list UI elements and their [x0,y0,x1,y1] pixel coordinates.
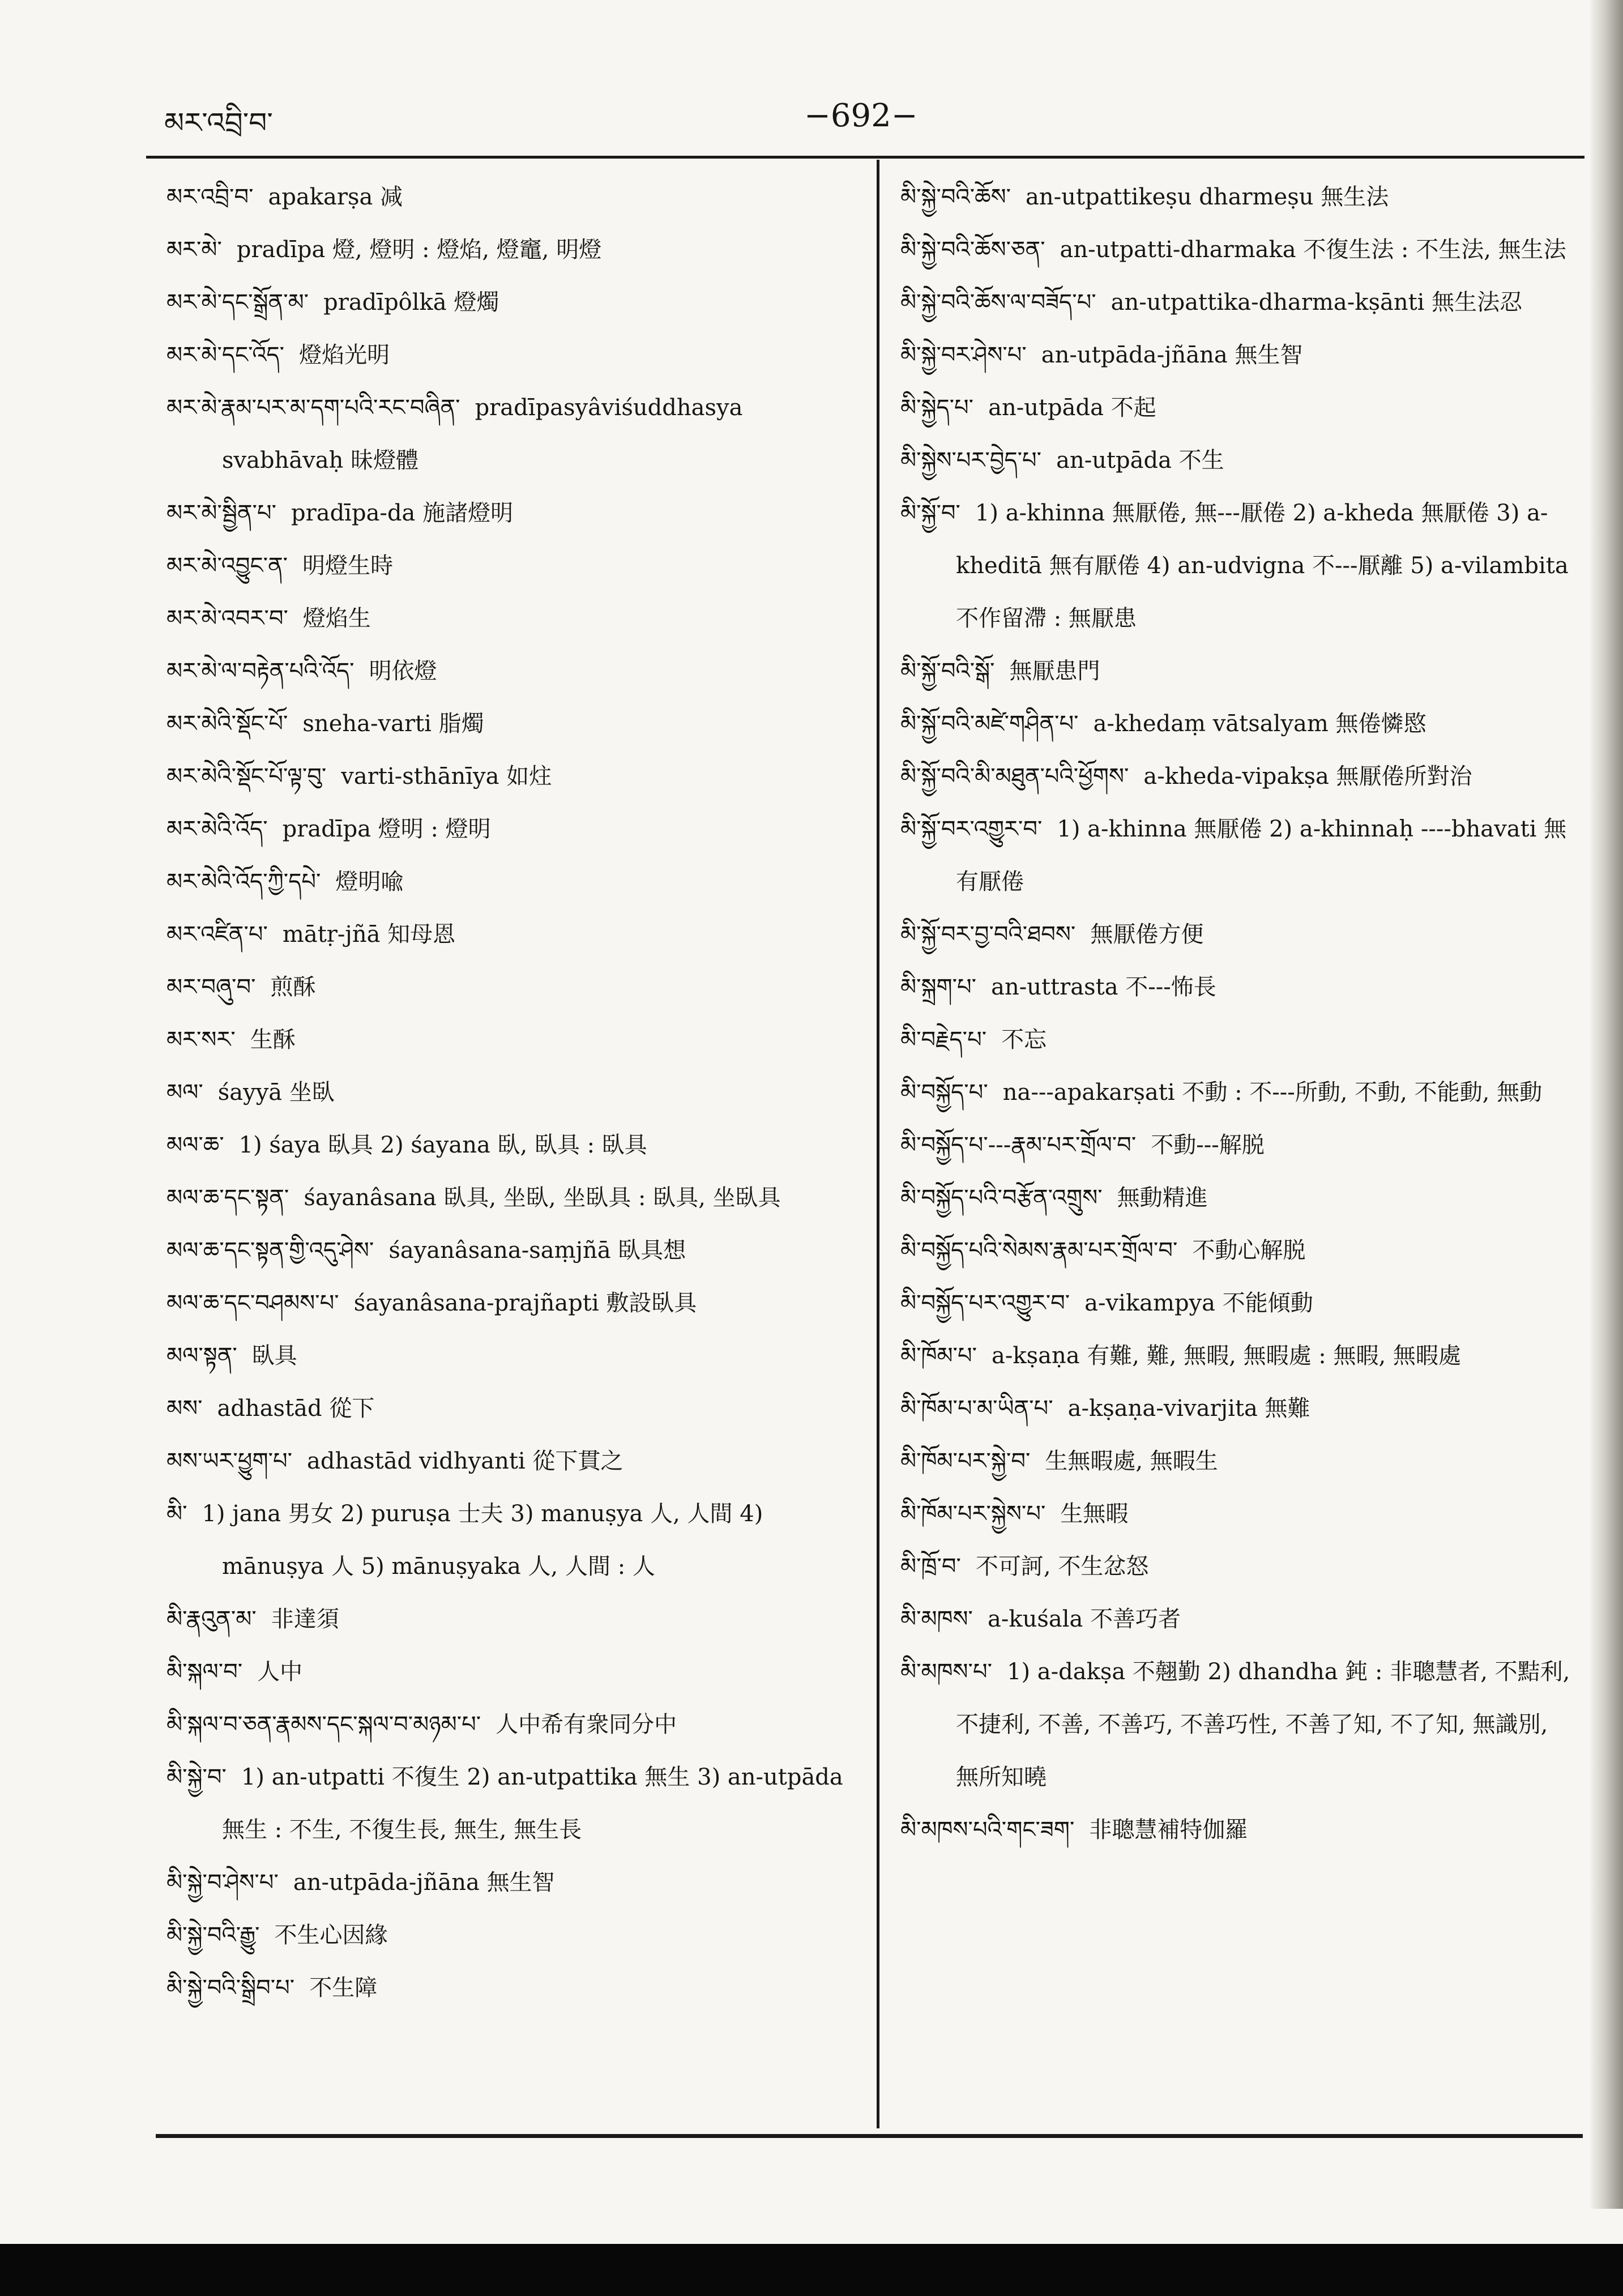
header-rule [146,156,1584,159]
entry-headword: མི་སྐྱོ་བར་བྱ་བའི་ཐབས་ [900,921,1076,948]
entry-headword: མས་ [166,1395,203,1422]
dictionary-entry [166,382,852,487]
entry-headword: མི་མཁས་ [900,1606,973,1632]
dictionary-entry [166,1330,852,1382]
entry-definition: 無厭患門 [1009,658,1100,684]
dictionary-entry [900,1593,1574,1646]
dictionary-entry [900,1014,1574,1066]
entry-headword: མི་སྐྱོ་བར་འགྱུར་བ་ [900,816,1043,842]
footer-rule [156,2134,1583,2138]
dictionary-entry [900,698,1574,750]
dictionary-entry [166,1962,852,2015]
entry-definition: 明依燈 [369,658,437,684]
entry-headword: མར་བཞུ་བ་ [166,974,256,1000]
entry-definition: 生無暇 [1060,1501,1129,1527]
scan-bottom-band [0,2244,1623,2296]
entry-definition: varti-sthānīya 如炷 [341,763,552,789]
entry-headword: མི་སྐལ་བ་ [166,1659,243,1685]
entry-headword: མར་མེའི་འོད་ཀྱི་དཔེ་ [166,869,321,895]
dictionary-entry [166,540,852,592]
entry-headword: མི་མཁས་པའི་གང་ཟག་ [900,1817,1075,1843]
entry-definition: 人中希有衆同分中 [496,1712,677,1738]
entry-definition: 1) a-dakṣa 不翹勤 2) dhandha 鈍 : 非聰慧者, 不黠利, 不捷利, 不善, 不善巧, 不善巧性, 不善了知, 不了知, 無識別, 無所知曉 [956,1659,1570,1790]
dictionary-entry [166,1593,852,1646]
entry-definition: śayanâsana 臥具, 坐臥, 坐臥具 : 臥具, 坐臥具 [304,1185,781,1211]
entry-definition: 無厭倦方便 [1090,921,1204,948]
dictionary-entry [900,1119,1574,1172]
dictionary-entry [900,329,1574,382]
dictionary-entry [166,1172,852,1224]
entry-definition: śayyā 坐臥 [217,1079,335,1106]
entry-headword: མི་བསྐྱོད་པ་ [900,1079,988,1106]
dictionary-entry [166,224,852,276]
dictionary-entry [166,1646,852,1698]
entry-headword: མི་ཁོམ་པར་སྐྱེས་པ་ [900,1501,1046,1527]
dictionary-entry [166,1119,852,1172]
entry-headword: མི་སྐྲག་པ་ [900,974,977,1000]
entry-headword: མི་སྐྱེ་བའི་རྒྱུ་ [166,1922,260,1948]
entry-headword: མི་སྐལ་བ་ཅན་རྣམས་དང་སྐལ་བ་མཉམ་པ་ [166,1712,481,1738]
dictionary-entry [166,698,852,750]
entry-headword: མར་མེ་ [166,237,222,263]
dictionary-entry [166,803,852,856]
entry-headword: མས་ཡར་ཕྱུག་པ་ [166,1448,293,1474]
right-column [900,171,1574,1857]
entry-headword: མི་སྐྱེ་བར་ཤེས་པ་ [900,342,1027,368]
entry-definition: pradīpa 燈明 : 燈明 [282,816,491,842]
dictionary-entry [166,1698,852,1751]
dictionary-entry [900,276,1574,329]
dictionary-entry [900,487,1574,645]
dictionary-entry [900,1330,1574,1382]
entry-definition: an-utpattikeṣu dharmeṣu 無生法 [1026,184,1389,210]
dictionary-entry [166,961,852,1014]
entry-definition: a-vikampya 不能傾動 [1084,1290,1313,1316]
entry-definition: 燈明喩 [335,869,404,895]
entry-headword: མར་འབྲི་བ་ [166,184,254,210]
page-number: −692− [804,97,918,134]
entry-definition: 不動---解脱 [1151,1132,1265,1158]
dictionary-entry [900,1540,1574,1593]
dictionary-entry [166,908,852,961]
entry-headword: མི་ [166,1501,187,1527]
entry-headword: མར་མེ་འབྱུང་ན་ [166,553,288,579]
entry-headword: མར་མེ་དང་སྒྲོན་མ་ [166,289,309,315]
dictionary-entry [900,1382,1574,1435]
entry-definition: an-utpāda 不起 [988,395,1156,421]
entry-definition: 非達須 [271,1606,339,1632]
entry-definition: 生無暇處, 無暇生 [1045,1448,1218,1474]
dictionary-entry [166,1488,852,1593]
entry-headword: མི་རྣའུན་མ་ [166,1606,257,1632]
left-column [166,171,852,2015]
dictionary-entry [900,1488,1574,1540]
entry-headword: མི་མཁས་པ་ [900,1659,992,1685]
entry-definition: 生酥 [250,1027,296,1053]
entry-headword: མི་བསྐྱོད་པའི་སེམས་རྣམ་པར་གྲོལ་བ་ [900,1237,1178,1264]
dictionary-entry [900,1804,1574,1857]
entry-headword: མར་མེའི་འོད་ [166,816,268,842]
dictionary-entry [166,645,852,698]
entry-definition: 人中 [257,1659,303,1685]
dictionary-entry [166,750,852,803]
entry-definition: śayanâsana-saṃjñā 臥具想 [388,1237,686,1264]
dictionary-entry [166,1014,852,1066]
entry-definition: na---apakarṣati 不動 : 不---所動, 不動, 不能動, 無動 [1002,1079,1543,1106]
entry-definition: 無動精進 [1117,1185,1208,1211]
entry-definition: 明燈生時 [302,553,394,579]
entry-definition: an-utpatti-dharmaka 不復生法 : 不生法, 無生法 [1060,237,1566,263]
entry-definition: a-khedaṃ vātsalyam 無倦憐愍 [1093,711,1426,737]
dictionary-entry [900,171,1574,224]
entry-headword: མི་སྐྱེ་བའི་ཆོས་ [900,184,1011,210]
dictionary-entry [900,1435,1574,1488]
entry-headword: མར་མེ་རྣམ་པར་མ་དག་པའི་རང་བཞིན་ [166,395,460,421]
entry-headword: མར་མེ་དང་འོད་ [166,342,285,368]
entry-definition: pradīpasyâviśuddhasya svabhāvaḥ 昧燈體 [222,395,743,473]
entry-definition: 1) śaya 臥具 2) śayana 臥, 臥具 : 臥具 [238,1132,647,1158]
dictionary-entry [900,1066,1574,1119]
entry-headword: མར་མེ་འབར་བ་ [166,605,288,631]
dictionary-entry [900,908,1574,961]
book-spine-shadow [1590,0,1623,2209]
entry-definition: 煎酥 [270,974,316,1000]
dictionary-entry [900,1646,1574,1804]
entry-headword: མི་ཁོམ་པ་མ་ཡིན་པ་ [900,1395,1053,1422]
entry-headword: མི་བསྐྱོད་པར་འགྱུར་བ་ [900,1290,1070,1316]
dictionary-entry [900,224,1574,276]
entry-definition: apakarṣa 减 [268,184,403,210]
entry-headword: མི་བསྐྱོད་པ་---རྣམ་པར་གྲོལ་བ་ [900,1132,1137,1158]
dictionary-entry [166,1751,852,1857]
entry-definition: an-utpāda-jñāna 無生智 [1041,342,1303,368]
entry-definition: 1) jana 男女 2) puruṣa 士夫 3) manuṣya 人, 人間 4) mānuṣya 人 5) mānuṣyaka 人, 人間 : 人 [202,1501,763,1580]
entry-definition: a-kṣaṇa-vivarjita 無難 [1067,1395,1310,1422]
dictionary-entry [166,1066,852,1119]
entry-headword: མི་སྐྱེ་བའི་ཆོས་ཅན་ [900,237,1045,263]
entry-definition: an-utpattika-dharma-kṣānti 無生法忍 [1111,289,1523,315]
entry-headword: མལ་ [166,1079,203,1106]
dictionary-entry [166,1435,852,1488]
entry-headword: མར་མེ་ལ་བརྟེན་པའི་འོད་ [166,658,355,684]
entry-definition: 燈焰生 [302,605,371,631]
dictionary-entry [900,961,1574,1014]
entry-headword: མར་མེ་སྦྱིན་པ་ [166,500,276,526]
entry-definition: 1) a-khinna 無厭倦 2) a-khinnaḥ ----bhavati 無有厭倦 [956,816,1567,895]
running-head: མར་འབྲི་བ་ [164,106,273,139]
entry-definition: pradīpa 燈, 燈明 : 燈焰, 燈竈, 明燈 [236,237,602,263]
entry-definition: 不忘 [1001,1027,1047,1053]
entry-headword: མི་སྐྱོ་བའི་མཛེ་གཤིན་པ་ [900,711,1079,737]
entry-definition: 不生心因緣 [274,1922,388,1948]
entry-definition: a-kheda-vipakṣa 無厭倦所對治 [1143,763,1472,789]
entry-definition: an-uttrasta 不---怖長 [991,974,1216,1000]
dictionary-entry [900,382,1574,434]
entry-headword: མི་སྐྱེད་པ་ [900,395,974,421]
dictionary-entry [166,1909,852,1962]
entry-definition: 燈焰光明 [299,342,390,368]
entry-definition: pradīpôlkā 燈燭 [323,289,499,315]
dictionary-entry [166,487,852,540]
entry-headword: མལ་ཆ་ [166,1132,224,1158]
entry-headword: མི་བརྗེད་པ་ [900,1027,987,1053]
column-divider [877,160,879,2128]
dictionary-entry [166,329,852,382]
entry-definition: mātṛ-jñā 知母恩 [282,921,456,948]
entry-definition: 臥具 [251,1343,297,1369]
dictionary-entry [900,750,1574,803]
entry-headword: མི་སྐྱོ་བའི་སྒོ་ [900,658,995,684]
entry-headword: མལ་ཆ་དང་བཤམས་པ་ [166,1290,339,1316]
entry-headword: མི་སྐྱེ་བའི་ཆོས་ལ་བཟོད་པ་ [900,289,1096,315]
entry-definition: sneha-varti 脂燭 [302,711,484,737]
entry-headword: མི་སྐྱེས་པར་བྱེད་པ་ [900,447,1042,473]
entry-definition: 不動心解脱 [1192,1237,1306,1264]
entry-headword: མི་སྐྱོ་བའི་མི་མཐུན་པའི་ཕྱོགས་ [900,763,1129,789]
entry-definition: śayanâsana-prajñapti 敷設臥具 [353,1290,697,1316]
entry-headword: མར་སར་ [166,1027,236,1053]
dictionary-entry [166,276,852,329]
entry-headword: མི་སྐྱེ་བའི་སྒྲིབ་པ་ [166,1975,295,2001]
entry-headword: མི་སྐྱོ་བ་ [900,500,960,526]
entry-headword: མི་ཁྲོ་བ་ [900,1554,961,1580]
dictionary-entry [900,1172,1574,1224]
entry-headword: མལ་སྟན་ [166,1343,237,1369]
entry-definition: adhastād vidhyanti 從下貫之 [307,1448,623,1474]
entry-definition: an-utpāda-jñāna 無生智 [293,1870,555,1896]
dictionary-entry [166,1224,852,1277]
entry-definition: 不生障 [309,1975,378,2001]
entry-definition: a-kṣaṇa 有難, 難, 無暇, 無暇處 : 無暇, 無暇處 [992,1343,1461,1369]
entry-definition: an-utpāda 不生 [1056,447,1224,473]
dictionary-entry [166,1857,852,1909]
entry-headword: མར་མེའི་སྡོང་པོ་ལྟ་བུ་ [166,763,327,789]
dictionary-entry [166,856,852,908]
entry-headword: མི་སྐྱེ་བ་ [166,1764,227,1790]
dictionary-entry [166,1382,852,1435]
entry-headword: མི་བསྐྱོད་པའི་བརྩོན་འགྲུས་ [900,1185,1103,1211]
dictionary-entry [900,1224,1574,1277]
entry-headword: མར་མེའི་སྡོང་པོ་ [166,711,288,737]
dictionary-entry [166,592,852,645]
dictionary-entry [900,1277,1574,1330]
dictionary-entry [900,645,1574,698]
dictionary-entry [166,1277,852,1330]
entry-definition: 不可訶, 不生忿怒 [975,1554,1149,1580]
entry-headword: མར་འཛིན་པ་ [166,921,268,948]
entry-definition: 1) a-khinna 無厭倦, 無---厭倦 2) a-kheda 無厭倦 3) a-kheditā 無有厭倦 4) an-udvigna 不---厭離 5) a-vilambita 不作留滯 : 無厭患 [956,500,1569,631]
entry-headword: མལ་ཆ་དང་སྟན་ [166,1185,289,1211]
entry-headword: མི་ཁོམ་པ་ [900,1343,977,1369]
dictionary-entry [900,434,1574,487]
entry-definition: a-kuśala 不善巧者 [987,1606,1181,1632]
entry-definition: pradīpa-da 施諸燈明 [291,500,514,526]
entry-definition: 非聰慧補特伽羅 [1089,1817,1248,1843]
dictionary-entry [900,803,1574,908]
dictionary-entry [166,171,852,224]
entry-headword: མལ་ཆ་དང་སྟན་གྱི་འདུ་ཤེས་ [166,1237,374,1264]
entry-definition: 1) an-utpatti 不復生 2) an-utpattika 無生 3) an-utpāda 無生 : 不生, 不復生長, 無生, 無生長 [222,1764,843,1843]
entry-headword: མི་ཁོམ་པར་སྐྱེ་བ་ [900,1448,1031,1474]
entry-definition: adhastād 從下 [217,1395,375,1422]
entry-headword: མི་སྐྱེ་བ་ཤེས་པ་ [166,1870,279,1896]
